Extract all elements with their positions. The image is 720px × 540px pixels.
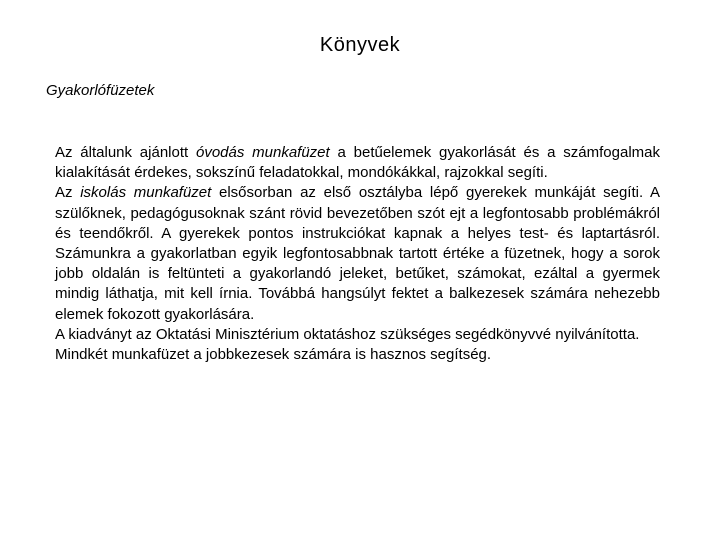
- paragraph-ovodas: [55, 143, 660, 183]
- paragraph-iskolas-emphasis: iskolás munkafüzet: [80, 184, 212, 202]
- paragraph-ovodas-text-a: Az általunk ajánlott: [55, 144, 196, 161]
- paragraph-iskolas-text-a: Az: [55, 184, 81, 202]
- paragraph-ministry: A kiadványt az Oktatási Minisztérium oktatáshoz szükséges segédkönyvvé nyilvánította.: [55, 325, 640, 343]
- paragraph-ovodas-text-b: a betűelemek gyakorlását és a számfogalmak kialakítását érdekes, sokszínű feladatokkal, mondókákkal, rajzokkal segíti.: [55, 144, 660, 182]
- paragraph-iskolas-text-b: elsősorban az első osztályba lépő gyerekek munkáját segíti. A szülőknek, pedagógusoknak szánt rövid bevezetőben szót ejt a legfontosabb problémákról és teendőkről. A gyerekek pontos instrukciókat kapnak a helyes test- és laptartásról. Számunkra a gyakorlatban egyik legfontosabbnak tartott értéke a füzetnek, hogy a sorok jobb oldalán is feltünteti a gyakorlandó jeleket, betűket, számokat, ezáltal a gyermek mindig láthatja, mit kell írnia. Továbbá hangsúlyt fektet a balkezesek számára nehezebb elemek fokozott gyakorlására.: [55, 184, 660, 323]
- paragraph-summary: Mindkét munkafüzet a jobbkezesek számára is hasznos segítség.: [55, 346, 492, 364]
- paragraph-ovodas-emphasis: óvodás munkafüzet: [195, 144, 330, 161]
- paragraph-iskolas: [55, 183, 660, 324]
- body-text: [55, 143, 660, 365]
- slide-title: Könyvek: [319, 34, 401, 56]
- section-subheading: Gyakorlófüzetek: [46, 82, 155, 99]
